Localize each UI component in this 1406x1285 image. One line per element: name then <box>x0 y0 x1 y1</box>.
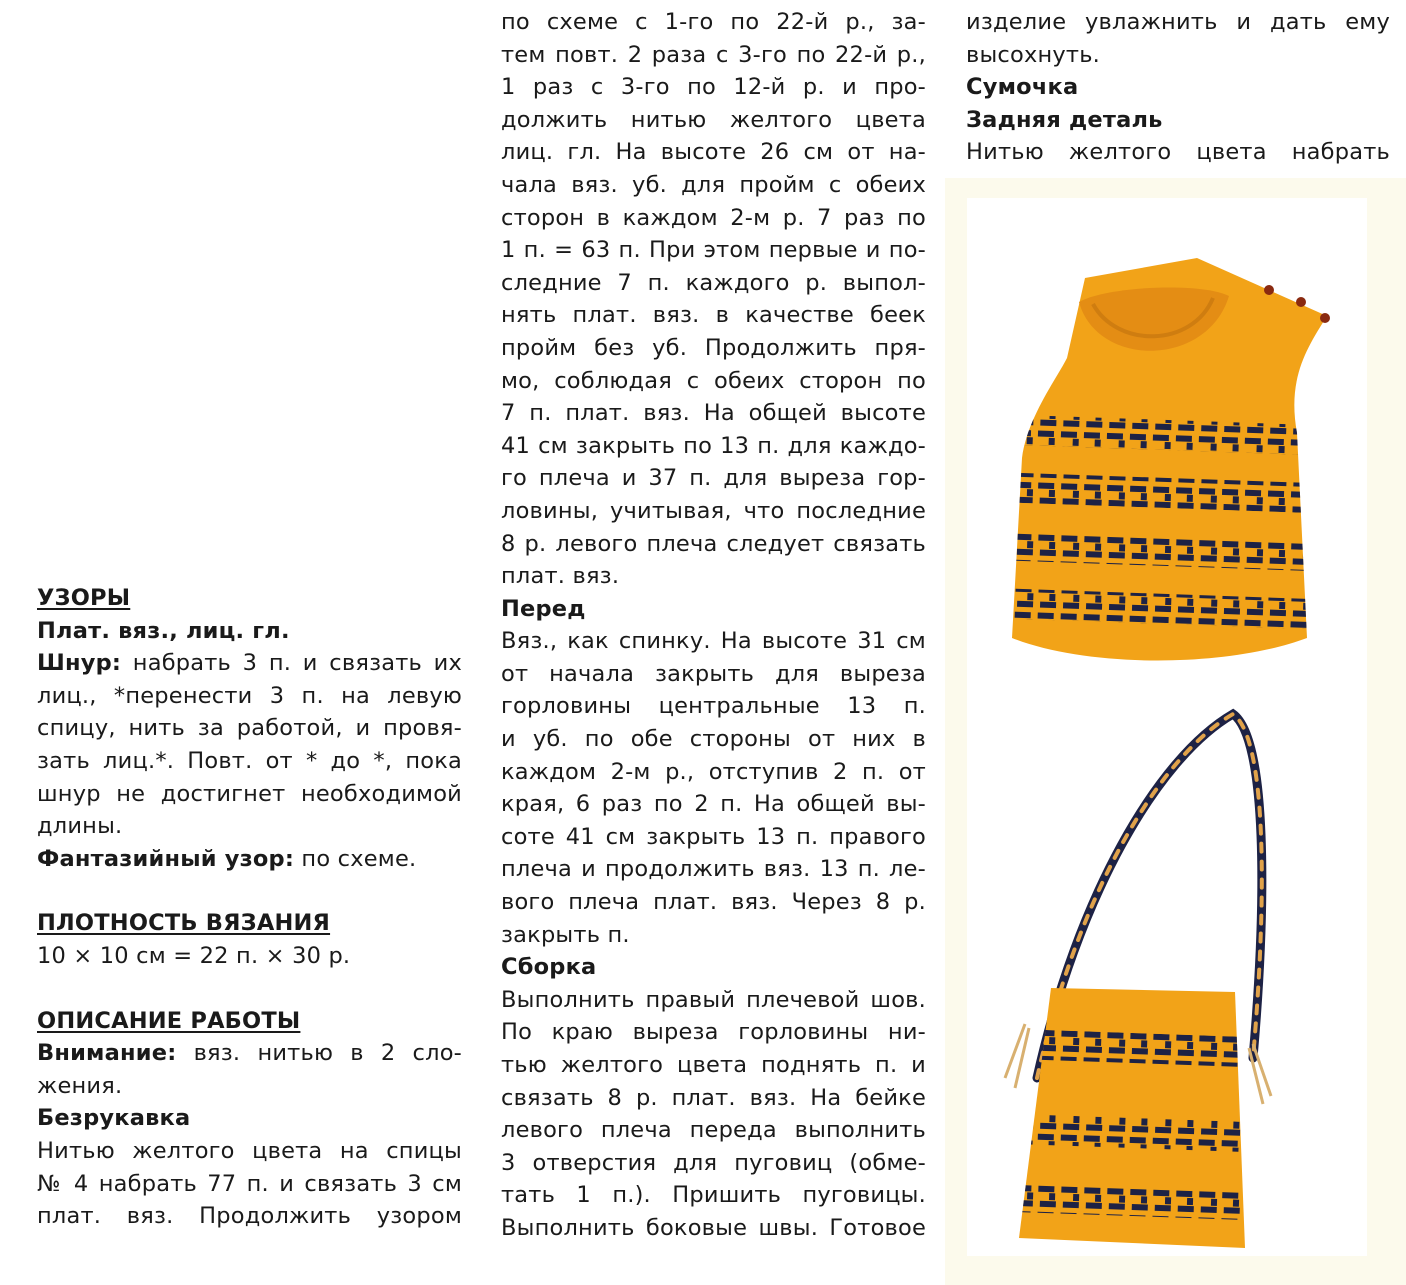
back-line: 1 раз с 3-го по 12-й р. и про- <box>501 74 926 101</box>
back-line: мо, соблюдая с обеих сторон по <box>501 367 926 394</box>
fancy-line <box>37 843 462 876</box>
cord-line-4: зать лиц.*. Повт. от * до *, пока <box>37 747 462 774</box>
back-line: 41 см закрыть по 13 п. для каждо- <box>501 432 926 459</box>
back-line: чала вяз. уб. для пройм с обеих <box>501 171 926 198</box>
front-line: каждом 2-м р., отступив 2 п. от <box>501 758 926 785</box>
back-line: по схеме с 1-го по 22-й р., за- <box>501 9 926 35</box>
back-line-last: плат. вяз. <box>501 563 620 590</box>
back-line: сторон в каждом 2-м р. 7 раз по <box>501 204 926 231</box>
fancy-text: по схеме. <box>294 845 417 872</box>
fancy-label: Фантазийный узор: <box>37 845 295 872</box>
knitted-vest-photo <box>987 258 1348 661</box>
front-line: и уб. по обе стороны от них в <box>501 726 926 753</box>
photo-illustrations <box>967 198 1367 1256</box>
cord-text-1: набрать 3 п. и связать их <box>121 650 462 677</box>
bag-heading: Сумочка <box>966 74 1079 101</box>
gauge-text: 10 × 10 см = 22 п. × 30 р. <box>37 942 351 969</box>
patterns-heading: УЗОРЫ <box>37 585 131 611</box>
vest-line-1: Нитью желтого цвета на спицы <box>37 1137 462 1164</box>
middle-column <box>501 6 926 1245</box>
assembly-line: левого плеча переда выполнить <box>501 1117 926 1144</box>
back-line: пройм без уб. Продолжить пря- <box>501 334 926 361</box>
continued-line-last: высохнуть. <box>966 41 1101 68</box>
photo-frame <box>967 198 1367 1256</box>
front-line: вого плеча плат. вяз. Через 8 р. <box>501 889 926 916</box>
front-line: от начала закрыть для выреза <box>501 660 926 687</box>
bag-line: Нитью желтого цвета набрать <box>966 139 1390 166</box>
attention-text: вяз. нитью в 2 сло- <box>176 1040 462 1067</box>
continued-line: изделие увлажнить и дать ему <box>966 9 1390 35</box>
description-heading: ОПИСАНИЕ РАБОТЫ <box>37 1007 301 1034</box>
cord-line-3: спицу, нить за работой, и провя- <box>37 715 462 742</box>
back-line: должить нитью желтого цвета <box>501 106 926 133</box>
cord-line-1 <box>37 647 462 680</box>
back-line: 7 п. плат. вяз. На общей высоте <box>501 400 926 427</box>
front-line: края, 6 раз по 2 п. На общей вы- <box>501 791 926 818</box>
assembly-line: связать 8 р. плат. вяз. На бейке <box>501 1084 926 1111</box>
attention-line <box>37 1037 462 1070</box>
back-line: лиц. гл. На высоте 26 см от на- <box>501 139 926 166</box>
front-line-last: закрыть п. <box>501 921 630 948</box>
back-line: нять плат. вяз. в качестве беек <box>501 302 926 329</box>
knitted-bag-photo <box>1005 714 1271 1248</box>
plat-line: Плат. вяз., лиц. гл. <box>37 617 290 644</box>
attention-last: жения. <box>37 1072 123 1099</box>
vest-line-2: № 4 набрать 77 п. и связать 3 см <box>37 1170 462 1197</box>
back-line: тем повт. 2 раза с 3-го по 22-й р., <box>501 41 926 68</box>
cord-line-last: длины. <box>37 813 123 840</box>
left-column <box>37 582 462 1233</box>
back-line: следние 7 п. каждого р. выпол- <box>501 269 926 296</box>
right-column <box>966 6 1390 169</box>
vest-heading: Безрукавка <box>37 1105 191 1132</box>
assembly-line: 3 отверстия для пуговиц (обме- <box>501 1149 926 1176</box>
cord-label: Шнур: <box>37 650 122 677</box>
cord-line-2: лиц., *перенести 3 п. на левую <box>37 682 462 709</box>
back-line: 1 п. = 63 п. При этом первые и по- <box>501 237 926 264</box>
back-part-heading: Задняя деталь <box>966 106 1163 133</box>
assembly-line: Выполнить боковые швы. Готовое <box>501 1214 926 1241</box>
attention-label: Внимание: <box>37 1040 177 1067</box>
assembly-heading: Сборка <box>501 954 597 981</box>
back-line: 8 р. левого плеча следует связать <box>501 530 926 557</box>
cord-line-5: шнур не достигнет необходимой <box>37 780 462 807</box>
front-heading: Перед <box>501 595 586 622</box>
back-line: ловины, учитывая, что последние <box>501 497 926 524</box>
front-line: плеча и продолжить вяз. 13 п. ле- <box>501 856 926 883</box>
assembly-line: По краю выреза горловины ни- <box>501 1019 926 1046</box>
front-line: соте 41 см закрыть 13 п. правого <box>501 823 926 850</box>
gauge-heading: ПЛОТНОСТЬ ВЯЗАНИЯ <box>37 910 331 937</box>
front-line: горловины центральные 13 п. <box>501 693 926 720</box>
front-line: Вяз., как спинку. На высоте 31 см <box>501 628 926 655</box>
assembly-line: Выполнить правый плечевой шов. <box>501 986 926 1013</box>
back-line: го плеча и 37 п. для выреза гор- <box>501 465 926 492</box>
assembly-line: тать 1 п.). Пришить пуговицы. <box>501 1182 926 1209</box>
assembly-line: тью желтого цвета поднять п. и <box>501 1052 926 1078</box>
vest-line-3: плат. вяз. Продолжить узором <box>37 1203 462 1230</box>
